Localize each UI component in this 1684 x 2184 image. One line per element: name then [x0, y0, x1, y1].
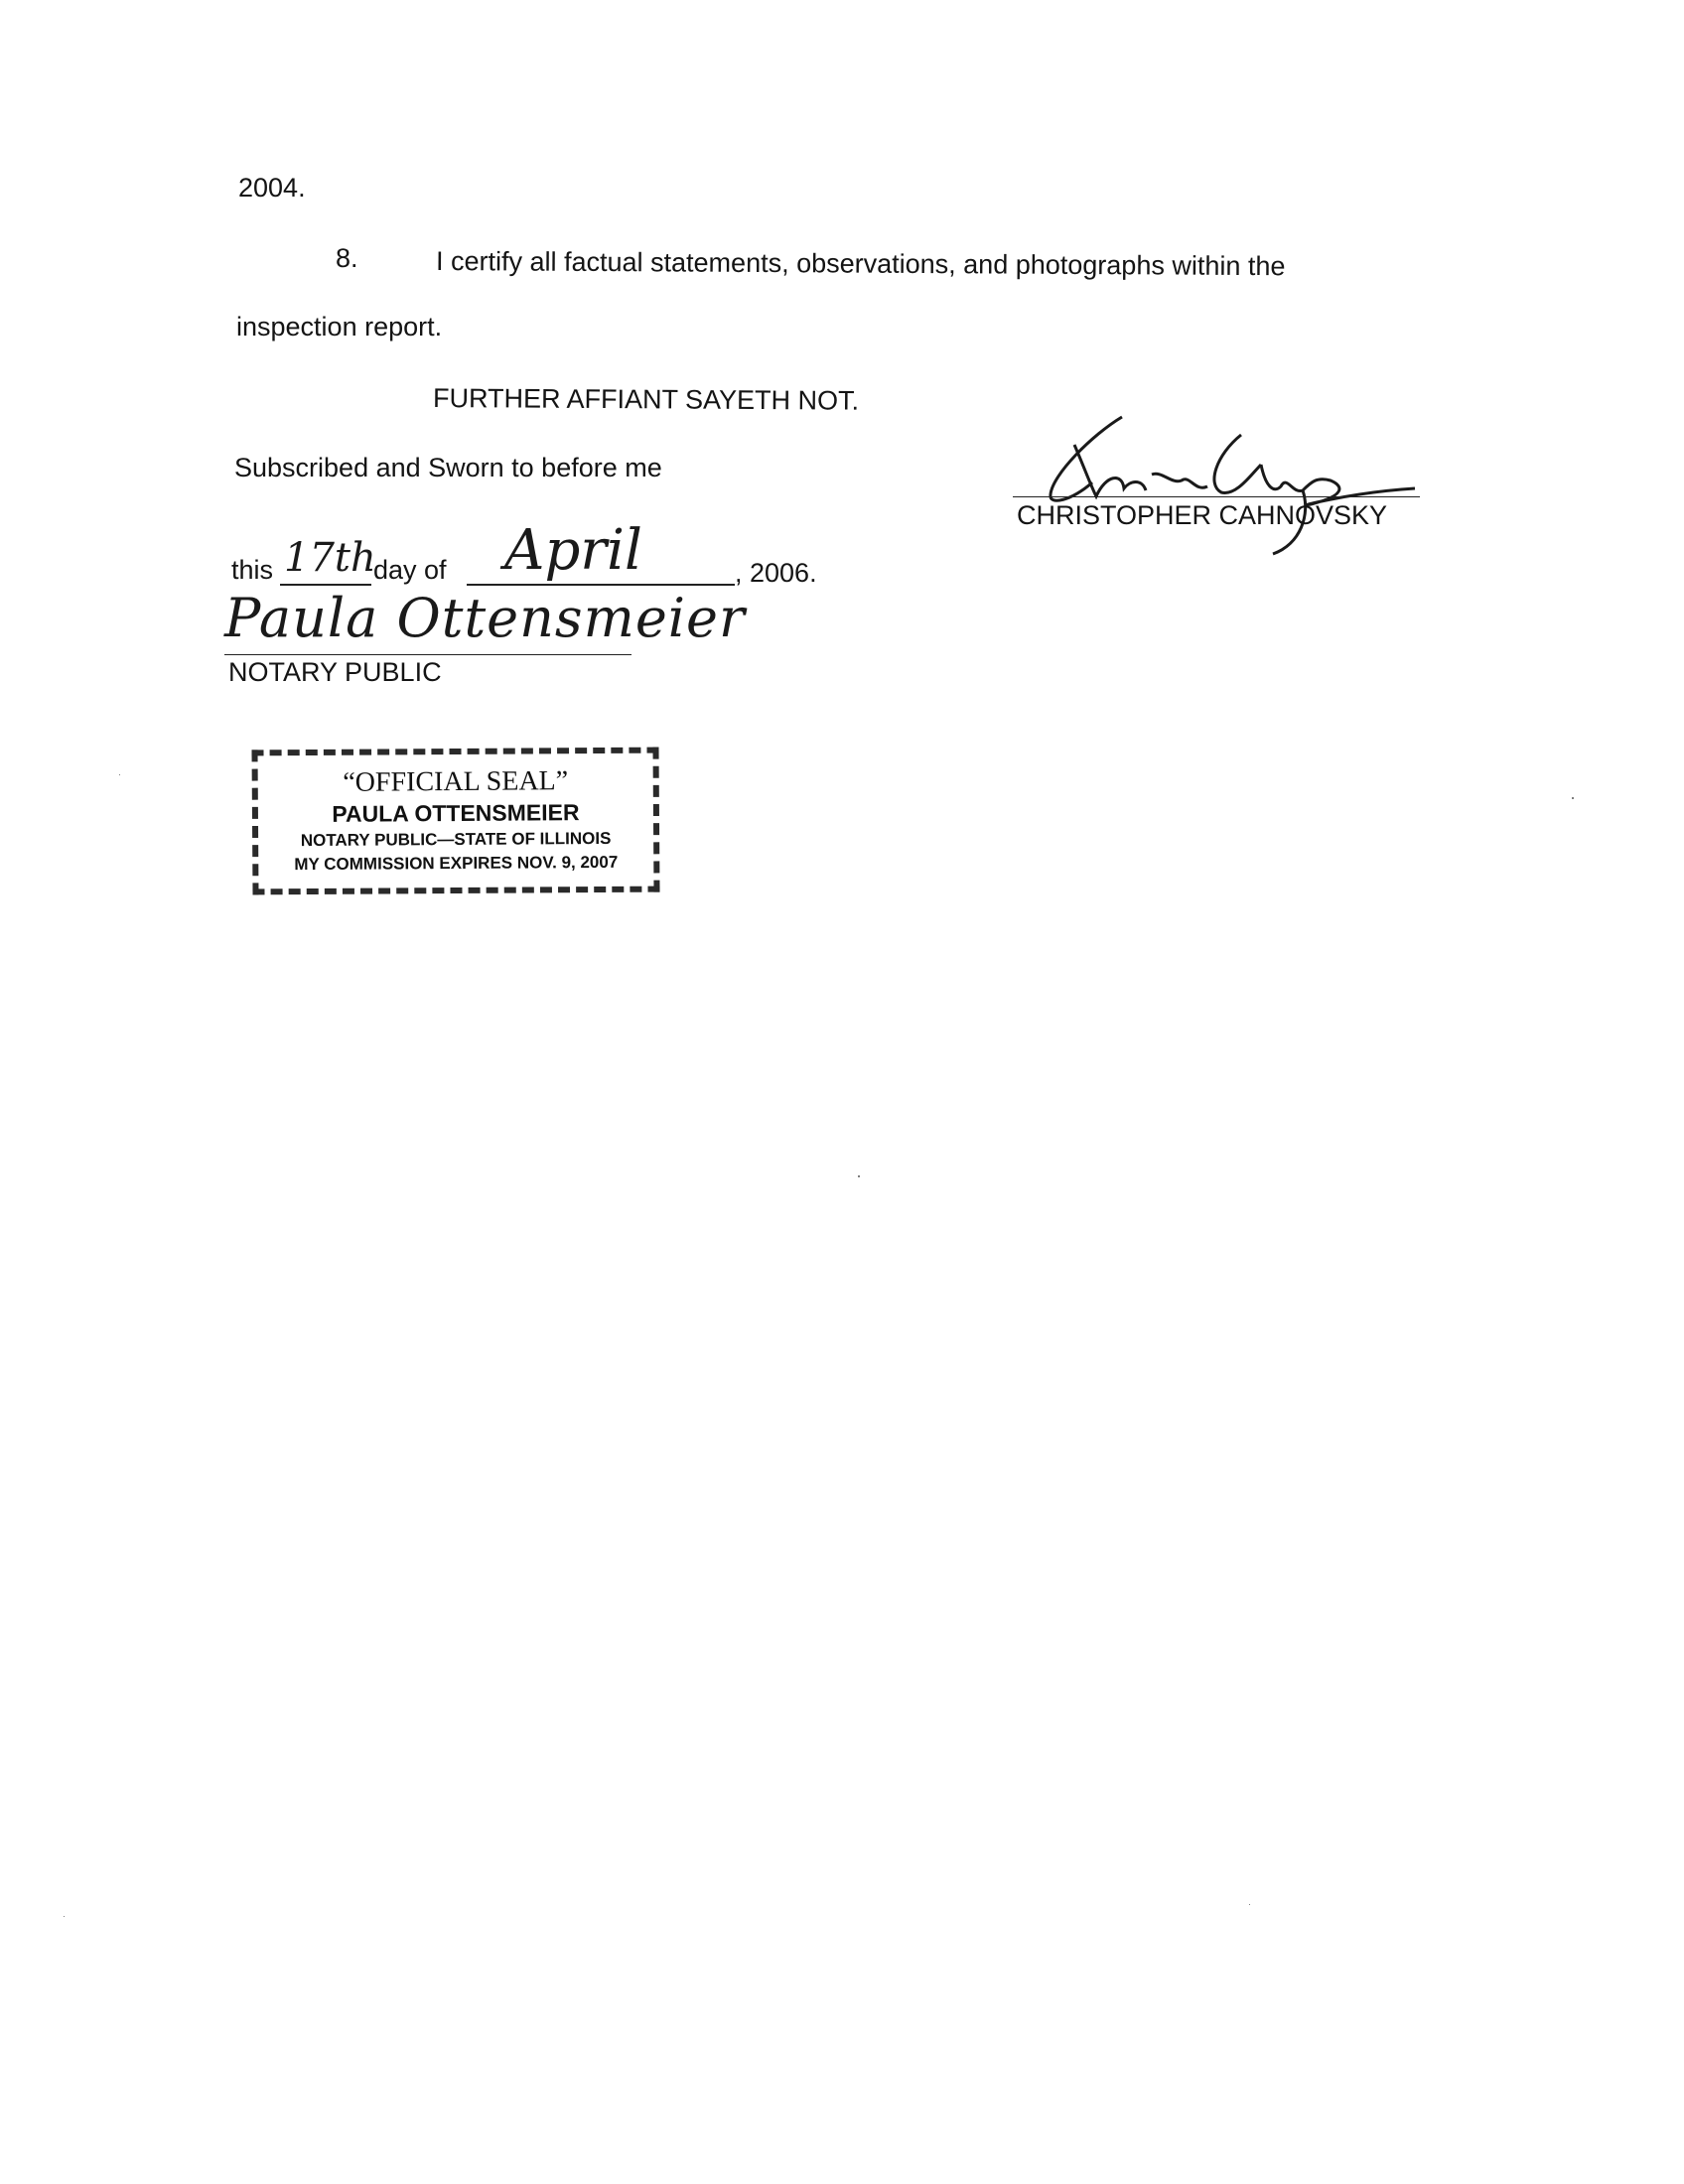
notary-signature-line	[224, 654, 632, 655]
scan-speck	[1249, 1904, 1250, 1905]
item-text-line1: I certify all factual statements, observations, and photographs within the	[435, 246, 1286, 282]
seal-notary-name: PAULA OTTENSMEIER	[332, 799, 580, 827]
date-day-handwritten: 17th	[284, 535, 376, 581]
scan-speck	[64, 1916, 65, 1917]
scan-speck	[1572, 797, 1574, 799]
affiant-name: CHRISTOPHER CAHNOVSKY	[1017, 500, 1388, 530]
item-text-line2: inspection report.	[236, 312, 443, 341]
notary-label: NOTARY PUBLIC	[228, 657, 442, 687]
item-number: 8.	[336, 243, 358, 273]
scan-speck	[119, 774, 120, 775]
date-month-handwritten: April	[504, 518, 642, 583]
affiant-signature-line	[1013, 496, 1420, 497]
affiant-signature	[1013, 405, 1430, 564]
year-fragment: 2004.	[238, 173, 306, 203]
month-blank-line	[467, 584, 735, 586]
date-middle: day of	[373, 555, 447, 585]
scan-speck	[858, 1175, 860, 1177]
seal-state-line: NOTARY PUBLIC—STATE OF ILLINOIS	[300, 828, 612, 851]
official-seal	[251, 748, 659, 895]
day-blank-line	[280, 584, 371, 586]
date-suffix: , 2006.	[735, 558, 817, 588]
seal-expiration: MY COMMISSION EXPIRES NOV. 9, 2007	[294, 852, 619, 875]
date-prefix: this	[231, 555, 274, 585]
seal-title: “OFFICIAL SEAL”	[343, 765, 569, 798]
notary-signature: Paula Ottensmeier	[224, 587, 746, 649]
jurat-intro: Subscribed and Sworn to before me	[234, 453, 662, 482]
closing-statement: FURTHER AFFIANT SAYETH NOT.	[432, 383, 860, 416]
